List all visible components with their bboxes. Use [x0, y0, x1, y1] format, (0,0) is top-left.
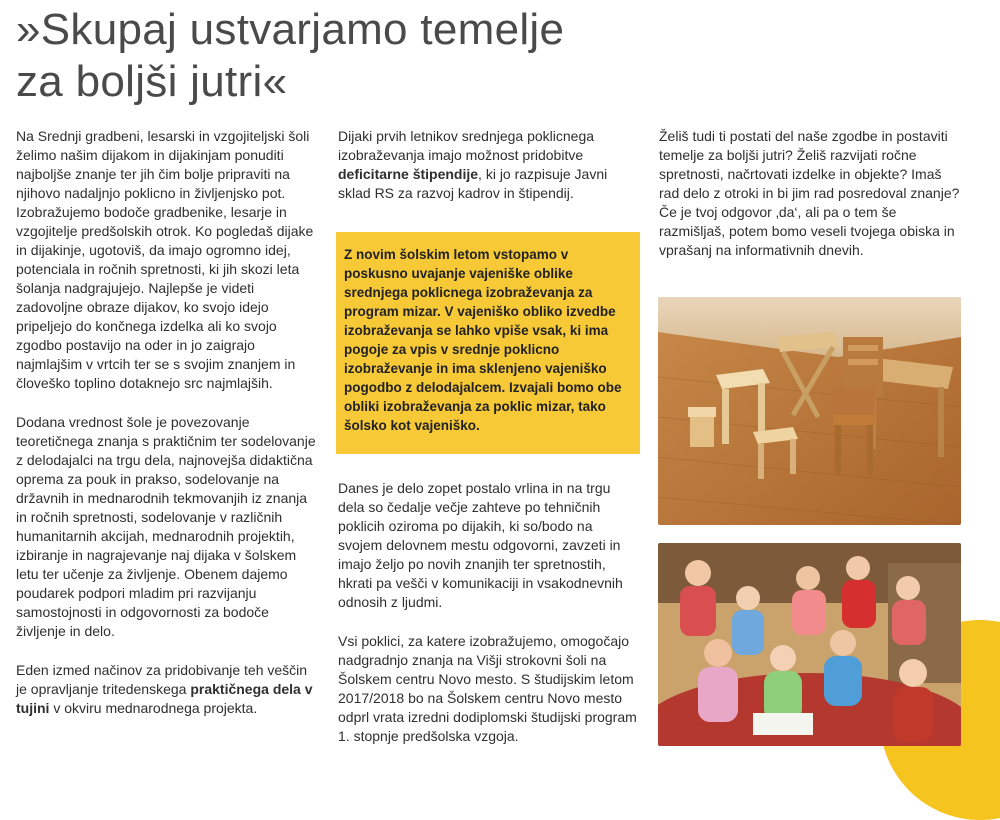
highlight-box [336, 232, 640, 454]
col1-p3-bold: praktičnega dela v tujini [16, 681, 313, 716]
col2-paragraph-1 [338, 127, 638, 203]
column-1 [16, 127, 316, 738]
column-2-lower [338, 479, 638, 766]
furniture-photo [658, 297, 961, 525]
col1-paragraph-2: Dodana vrednost šole je povezovanje teoretičnega znanja s praktičnim ter sodelovanje z delodajalci na trgu dela, najnovejša didaktična oprema za pouk in prakso, sodelovanje na državnih in mednarodnih tekmovanjih iz znanja in ročnih spretnosti, sodelovanje v različnih humanitarnih akcijah, mednarodnih projektih, izbiranje in nagrajevanje naj dijaka v šolskem letu ter učenje za življenje. Obenem dajemo poudarek podpori mladim pri razvijanju samostojnosti in odgovornosti za bodoče življenje in delo. [16, 414, 316, 639]
col1-p3-start: Eden izmed načinov za pridobivanje teh veščin je opravljanje tritedenskega [16, 662, 308, 697]
col1-paragraph-1: Na Srednji gradbeni, lesarski in vzgojiteljski šoli želimo našim dijakom in dijakinjam ponuditi najboljše znanje ter jih čim bolje pripraviti na njihovo nadaljnjo poklicno in življenjsko pot. Izobražujemo bodoče gradbenike, lesarje in vzgojitelje predšolskih otrok. Ko pogledaš dijake in dijakinje, ugotoviš, da imajo ogromno idej, potenciala in ročnih spretnosti, ki jih skozi leta šolanja nadgrajujejo. Najlepše je videti zadovoljne obraze dijakov, ko svojo idejo pripeljejo do končnega izdelka ali ko svojo zgodbo postavijo na oder in jo zaigrajo najmlajšim v vrtcih ter se s svojim znanjem in človeško toplino dotaknejo src najmlajših. [16, 128, 314, 391]
col1-paragraph-3 [16, 661, 316, 718]
column-3 [659, 127, 964, 280]
title-line-1: »Skupaj ustvarjamo temelje [16, 5, 565, 54]
col2-p1-end: , ki jo razpisuje Javni sklad RS za razvoj kadrov in štipendij. [338, 166, 608, 201]
page-title [16, 4, 564, 108]
col2-p1-bold: deficitarne štipendije [338, 166, 479, 182]
column-2 [338, 127, 638, 223]
highlight-text: Z novim šolskim letom vstopamo v poskusno uvajanje vajeniške oblike srednjega poklicnega izobraževanja za program mizar. V vajeniško obliko izvedbe izobraževanja se lahko vpiše vsak, ki ima pogoje za vpis v srednje poklicno izobraževanje in ima sklenjeno vajeniško pogodbo z delodajalcem. Izvajali bomo obe obliki izobraževanja za poklic mizar, tako šolsko kot vajeniško. [344, 247, 622, 433]
col3-paragraph-1: Želiš tudi ti postati del naše zgodbe in postaviti temelje za boljši jutri? Želiš razvijati ročne spretnosti, načrtovati izdelke in objekte? Imaš rad delo z otroki in bi jim rad posredoval znanje? Če je tvoj odgovor ‚da‘, ali pa o tem še razmišljaš, potem bomo veseli tvojega obiska in vprašanj na informativnih dnevih. [659, 128, 960, 258]
children-photo [658, 543, 961, 746]
col2-p1-start: Dijaki prvih letnikov srednjega poklicnega izobraževanja imajo možnost pridobitve [338, 128, 595, 163]
col2-paragraph-2: Danes je delo zopet postalo vrlina in na trgu dela so čedalje večje zahteve po tehničnih poklicih oziroma po dijakih, ki so/bodo na svojem delovnem mestu odgovorni, zavzeti in imajo željo po novih znanjih ter spretnostih, hkrati pa vešči v komunikaciji in vsakodnevnih odnosih z ljudmi. [338, 480, 623, 610]
title-line-2: za boljši jutri« [16, 57, 288, 106]
col1-p3-end: v okviru mednarodnega projekta. [49, 700, 258, 716]
col2-paragraph-3: Vsi poklici, za katere izobražujemo, omogočajo nadgradnjo znanja na Višji strokovni šoli na Šolskem centru Novo mesto. S študijskim letom 2017/2018 bo na Šolskem centru Novo mesto odprl vrata izredni dodiplomski študijski program 1. stopnje predšolska vzgoja. [338, 633, 637, 744]
